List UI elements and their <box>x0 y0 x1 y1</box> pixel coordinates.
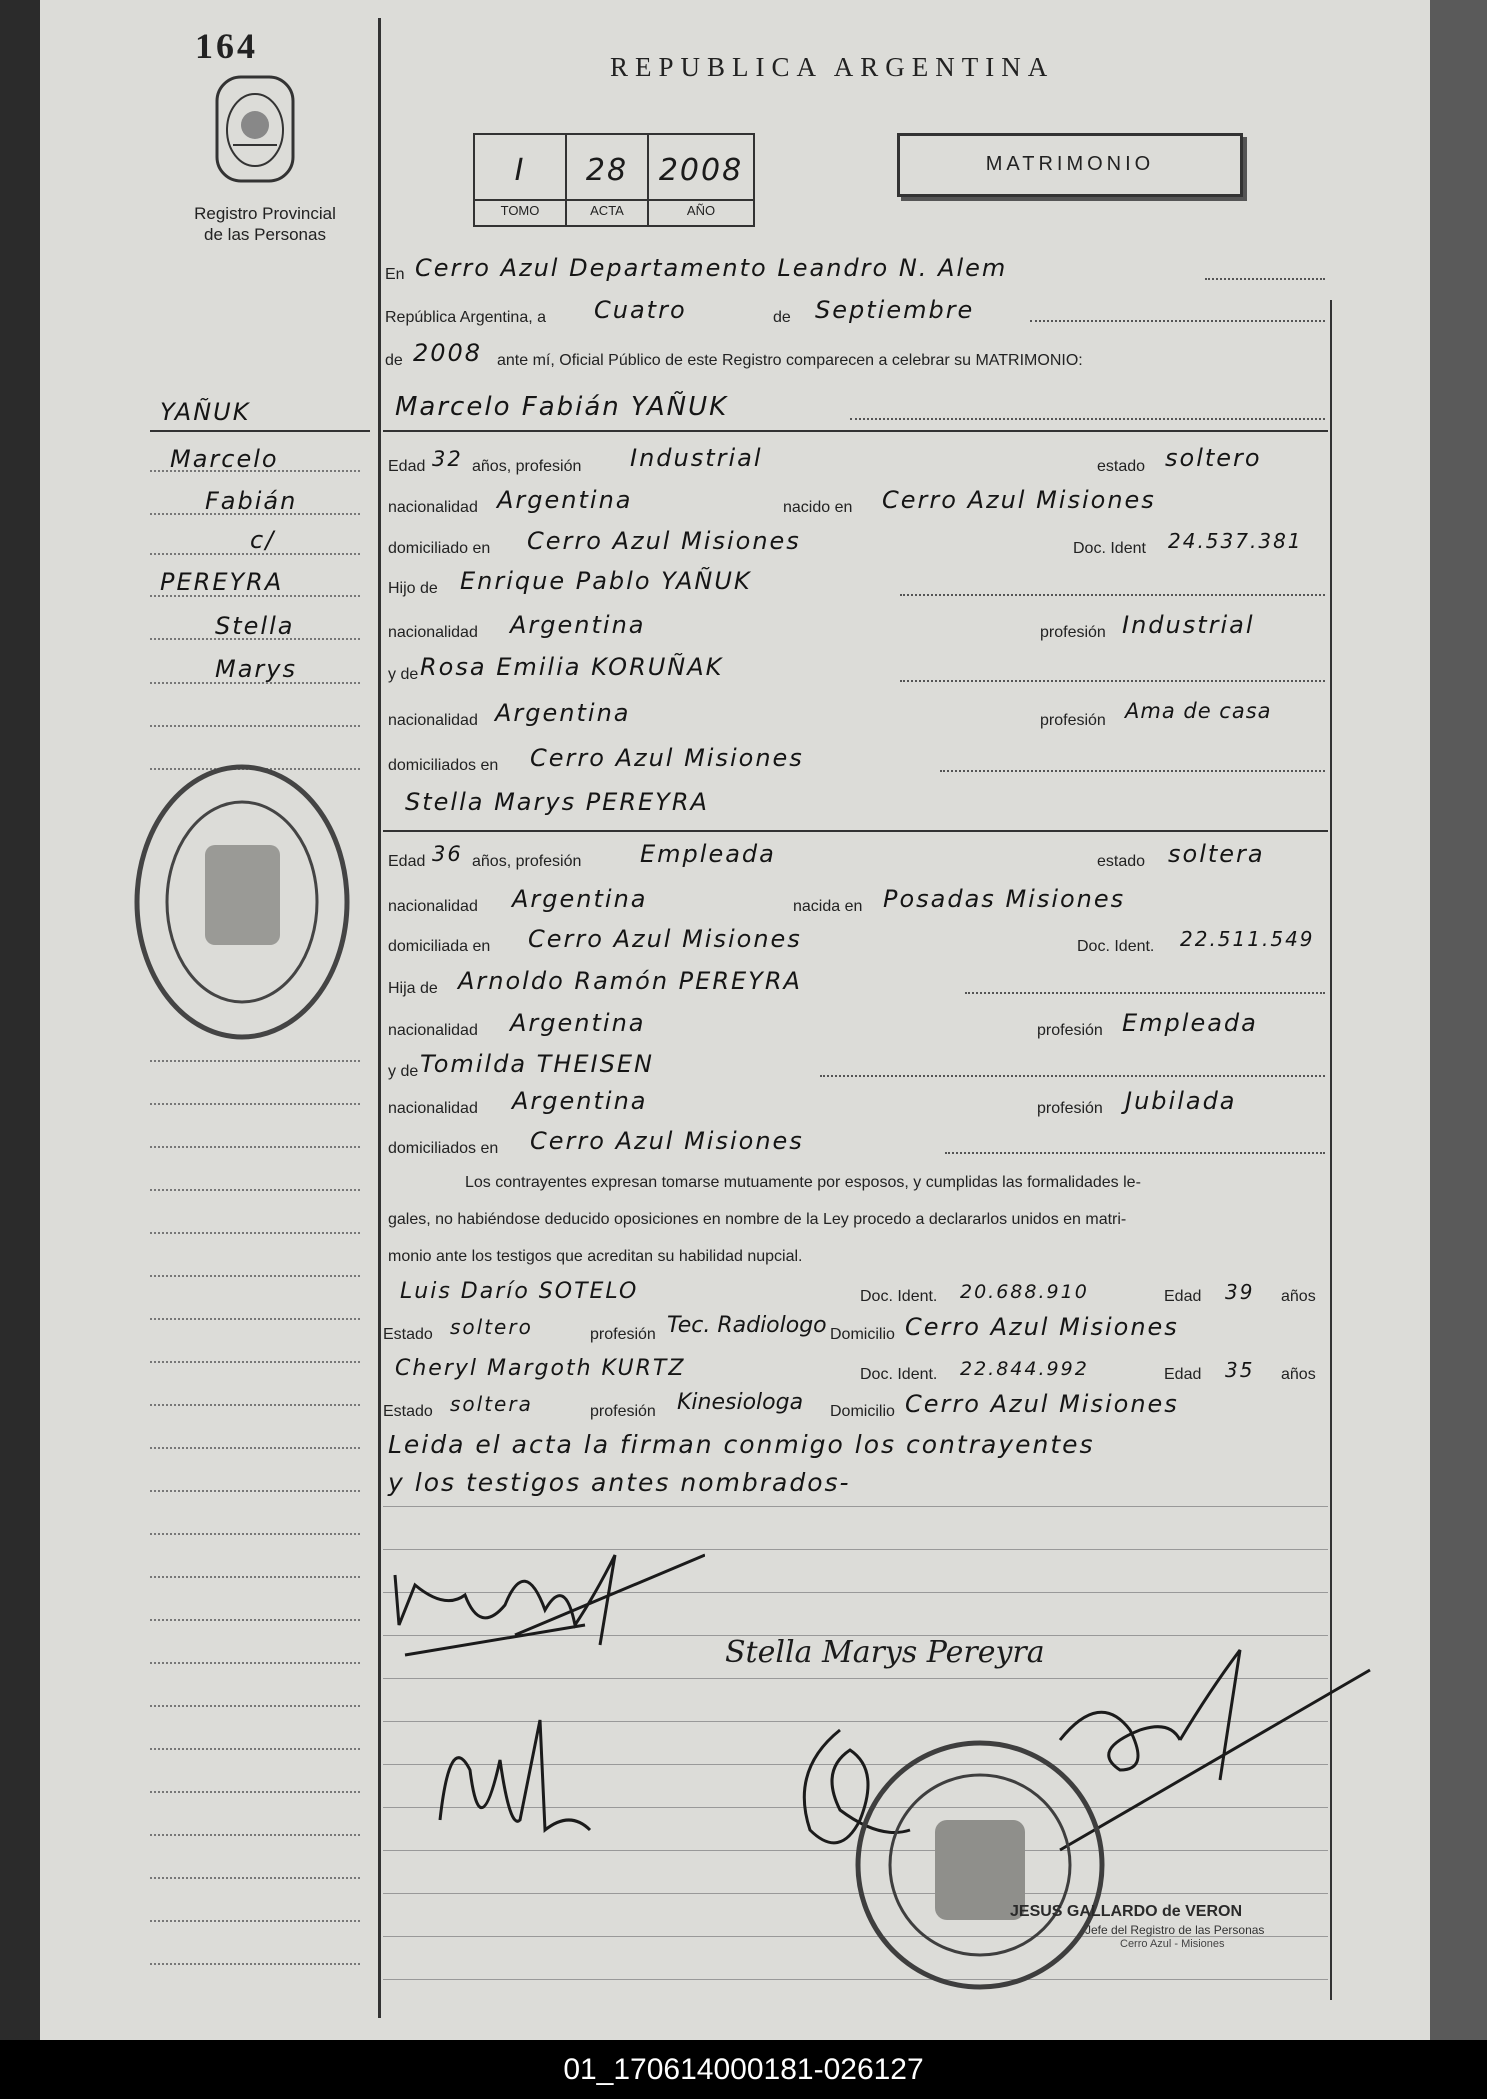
witness2-anos-label: años <box>1281 1366 1316 1383</box>
bride-doc-label: Doc. Ident. <box>1077 938 1155 955</box>
groom-estado-label: estado <box>1097 458 1146 475</box>
bride-father-prof-label: profesión <box>1037 1022 1103 1039</box>
bride-hija-label: Hija de <box>388 980 438 997</box>
closing-line1: Leida el acta la firman conmigo los contrayentes <box>388 1430 1095 1459</box>
witness1-dom-label: Domicilio <box>830 1326 895 1343</box>
witness1-doc-label: Doc. Ident. <box>860 1288 938 1305</box>
registry-line2: de las Personas <box>204 225 326 244</box>
signature-bride: Stella Marys Pereyra <box>725 1635 1045 1670</box>
margin-name-1: Marcelo <box>170 445 279 473</box>
en-label: En <box>385 266 405 283</box>
groom-profession: Industrial <box>630 444 763 472</box>
witness1-name: Luis Darío SOTELO <box>400 1279 639 1304</box>
groom-nac-label: nacionalidad <box>388 499 478 516</box>
bride-mother-profession: Jubilada <box>1125 1087 1237 1115</box>
bride-estado: soltera <box>1168 840 1265 868</box>
witness2-domicile: Cerro Azul Misiones <box>905 1390 1179 1418</box>
witness1-age: 39 <box>1225 1280 1255 1304</box>
officer-name: JESUS GALLARDO de VERON <box>1010 1903 1243 1920</box>
groom-birthplace: Cerro Azul Misiones <box>882 486 1156 514</box>
groom-doc-label: Doc. Ident <box>1073 540 1146 557</box>
groom-father: Enrique Pablo YAÑUK <box>460 567 752 595</box>
bride-yde-label: y de <box>388 1063 419 1080</box>
witness1-doc: 20.688.910 <box>960 1281 1089 1303</box>
bride-profession: Empleada <box>640 840 776 868</box>
registry-name <box>170 203 360 245</box>
declaration-line3: monio ante los testigos que acreditan su habilidad nupcial. <box>388 1248 803 1265</box>
margin-surname-groom: YAÑUK <box>160 398 251 426</box>
margin-name-3: c/ <box>250 526 276 554</box>
witness1-estado: soltero <box>450 1315 533 1339</box>
record-box <box>473 133 755 227</box>
country-title: REPUBLICA ARGENTINA <box>610 52 1055 82</box>
officer-title: Jefe del Registro de las Personas <box>1085 1923 1265 1937</box>
section-divider <box>383 430 1328 432</box>
bride-parents-dom-label: domiciliados en <box>388 1140 499 1157</box>
groom-edad-label: Edad <box>388 458 426 475</box>
witness1-domicile: Cerro Azul Misiones <box>905 1313 1179 1341</box>
ano-label: AÑO <box>686 203 716 218</box>
bride-dom-label: domiciliada en <box>388 938 491 955</box>
month-value: Septiembre <box>815 296 975 324</box>
groom-father-nationality: Argentina <box>510 611 646 639</box>
margin-name-6: Marys <box>215 655 297 683</box>
acta-value: 28 <box>585 153 629 188</box>
groom-mother-nationality: Argentina <box>495 699 631 727</box>
groom-mother-prof-label: profesión <box>1040 712 1106 729</box>
witness2-doc-label: Doc. Ident. <box>860 1366 938 1383</box>
witness2-dom-label: Domicilio <box>830 1403 895 1420</box>
witness2-profession: Kinesiologa <box>677 1390 804 1415</box>
section-divider-2 <box>383 830 1328 832</box>
bride-edad-label: Edad <box>388 853 426 870</box>
bride-age: 36 <box>432 842 463 866</box>
registry-line1: Registro Provincial <box>194 204 336 223</box>
groom-father-prof-label: profesión <box>1040 624 1106 641</box>
provincial-seal-icon <box>215 75 295 185</box>
witness2-doc: 22.844.992 <box>960 1358 1089 1380</box>
ano-value: 2008 <box>658 153 744 188</box>
witness1-estado-label: Estado <box>383 1326 433 1343</box>
groom-parents-dom-label: domiciliados en <box>388 757 499 774</box>
groom-dom-label: domiciliado en <box>388 540 491 557</box>
year-value: 2008 <box>413 339 483 367</box>
day-value: Cuatro <box>594 296 687 324</box>
bride-birthplace: Posadas Misiones <box>883 885 1126 913</box>
bride-mother-prof-label: profesión <box>1037 1100 1103 1117</box>
groom-doc: 24.537.381 <box>1168 529 1303 553</box>
tomo-label: TOMO <box>500 203 540 218</box>
groom-father-profession: Industrial <box>1122 611 1255 639</box>
margin-name-5: Stella <box>215 612 295 640</box>
groom-father-nac-label: nacionalidad <box>388 624 478 641</box>
witness1-profession: Tec. Radiologo <box>667 1313 827 1338</box>
act-type-box <box>897 133 1243 197</box>
witness2-estado-label: Estado <box>383 1403 433 1420</box>
witness2-age: 35 <box>1225 1358 1255 1382</box>
act-type: MATRIMONIO <box>985 153 1155 175</box>
place-value: Cerro Azul Departamento Leandro N. Alem <box>415 254 1008 282</box>
bride-father-nac-label: nacionalidad <box>388 1022 478 1039</box>
page-number: 164 <box>195 26 258 66</box>
signature-witness1 <box>420 1710 600 1860</box>
year-prefix-label: de <box>385 352 403 369</box>
groom-prof-label: años, profesión <box>472 458 582 475</box>
bride-estado-label: estado <box>1097 853 1146 870</box>
bride-prof-label: años, profesión <box>472 853 582 870</box>
witness1-anos-label: años <box>1281 1288 1316 1305</box>
column-divider <box>378 18 381 2018</box>
statement: ante mí, Oficial Público de este Registro comparecen a celebrar su MATRIMONIO: <box>497 352 1083 369</box>
margin-underline <box>150 430 370 432</box>
tomo-value: I <box>514 153 526 188</box>
bride-nationality: Argentina <box>512 885 648 913</box>
witness1-edad-label: Edad <box>1164 1288 1202 1305</box>
bride-parents-domicile: Cerro Azul Misiones <box>530 1127 804 1155</box>
groom-mother-profession: Ama de casa <box>1125 699 1272 723</box>
declaration-line1: Los contrayentes expresan tomarse mutuamente por esposos, y cumplidas las formalidades le- <box>465 1174 1141 1191</box>
groom-nationality: Argentina <box>497 486 633 514</box>
registry-stamp-bottom <box>850 1735 1110 1995</box>
closing-line2: y los testigos antes nombrados- <box>388 1468 851 1497</box>
groom-nacido-label: nacido en <box>783 499 853 516</box>
groom-domicile: Cerro Azul Misiones <box>527 527 801 555</box>
bride-mother-nationality: Argentina <box>512 1087 648 1115</box>
groom-parents-domicile: Cerro Azul Misiones <box>530 744 804 772</box>
de-label: de <box>773 309 791 326</box>
bride-mother: Tomilda THEISEN <box>420 1050 654 1078</box>
groom-estado: soltero <box>1165 444 1262 472</box>
bride-mother-nac-label: nacionalidad <box>388 1100 478 1117</box>
bride-domicile: Cerro Azul Misiones <box>528 925 802 953</box>
witness2-prof-label: profesión <box>590 1403 656 1420</box>
margin-name-2: Fabián <box>205 487 298 515</box>
groom-mother-nac-label: nacionalidad <box>388 712 478 729</box>
bride-father-profession: Empleada <box>1122 1009 1258 1037</box>
registry-stamp-left <box>130 760 355 1045</box>
bride-name: Stella Marys PEREYRA <box>405 788 709 816</box>
groom-name: Marcelo Fabián YAÑUK <box>395 392 729 422</box>
scan-caption: 01_170614000181-026127 <box>0 2040 1487 2099</box>
bride-doc: 22.511.549 <box>1180 927 1315 951</box>
witness2-estado: soltera <box>450 1392 533 1416</box>
bride-nac-label: nacionalidad <box>388 898 478 915</box>
groom-age: 32 <box>432 447 463 471</box>
groom-yde-label: y de <box>388 666 419 683</box>
page-edge <box>1430 0 1487 2040</box>
bride-nacida-label: nacida en <box>793 898 863 915</box>
bride-father: Arnoldo Ramón PEREYRA <box>458 967 802 995</box>
witness2-name: Cheryl Margoth KURTZ <box>395 1356 686 1381</box>
groom-hijo-label: Hijo de <box>388 580 438 597</box>
witness2-edad-label: Edad <box>1164 1366 1202 1383</box>
bride-father-nationality: Argentina <box>510 1009 646 1037</box>
acta-label: ACTA <box>590 203 624 218</box>
witness1-prof-label: profesión <box>590 1326 656 1343</box>
margin-surname-bride: PEREYRA <box>160 568 284 596</box>
republica-label: República Argentina, a <box>385 309 546 326</box>
declaration-line2: gales, no habiéndose deducido oposiciones en nombre de la Ley procedo a declararlos unidos en matri- <box>388 1211 1127 1228</box>
officer-place: Cerro Azul - Misiones <box>1120 1938 1225 1950</box>
signature-groom <box>385 1515 705 1665</box>
groom-mother: Rosa Emilia KORUÑAK <box>420 653 724 681</box>
